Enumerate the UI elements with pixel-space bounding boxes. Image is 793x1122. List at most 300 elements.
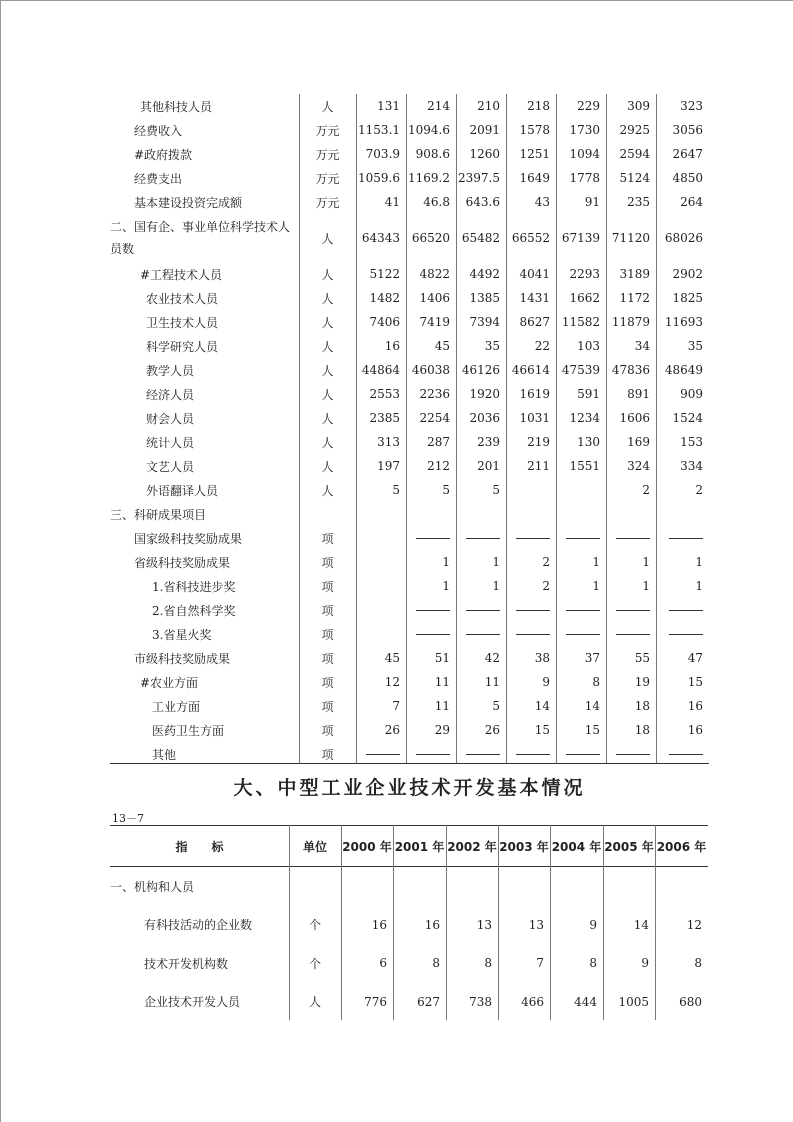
table-row [110,526,709,550]
value-cell: 130 [577,435,600,449]
page-border-left [0,0,1,1122]
value-cell: 47539 [561,363,600,377]
table-row [110,574,709,598]
dash-mark [466,754,500,755]
value-cell: 214 [427,99,450,113]
value-cell: 5 [492,699,500,713]
row-unit: 人 [308,995,321,1010]
value-cell: 1 [592,555,600,569]
value-cell: 18 [634,723,650,737]
column-divider [498,825,499,1020]
dash-mark [466,538,500,539]
value-cell [456,502,506,526]
value-cell: 5124 [619,171,650,185]
value-cell: 16 [687,723,703,737]
value-cell: 738 [469,994,492,1009]
value-cell: 1172 [619,291,650,305]
dash-mark [516,634,550,635]
row-label: 统计人员 [146,435,195,450]
no-data-dash [606,598,656,622]
table-code: 13－7 [112,812,144,825]
no-data-dash [456,598,506,622]
value-cell: 11 [434,699,450,713]
value-cell: 19 [634,675,650,689]
row-label: #农业方面 [140,675,199,690]
value-cell: 13 [528,917,544,932]
value-cell [603,867,655,906]
value-cell [506,478,556,502]
value-cell: 1 [492,555,500,569]
table-row [110,944,708,983]
value-cell: 15 [534,723,550,737]
no-data-dash [656,526,709,550]
value-cell: 2 [642,483,650,497]
no-data-dash [656,622,709,646]
section-title: 大、中型工业企业技术开发基本情况 [233,777,586,799]
value-cell: 1 [442,555,450,569]
column-divider [393,825,394,1020]
dash-mark [669,538,703,539]
value-cell: 2 [695,483,703,497]
value-cell: 2236 [419,387,450,401]
value-cell: 131 [377,99,400,113]
table-row [110,454,709,478]
value-cell: 1031 [519,411,550,425]
dash-mark [416,754,450,755]
value-cell: 8627 [519,315,550,329]
value-cell: 15 [584,723,600,737]
value-cell: 8 [432,956,440,971]
table-row [110,358,709,382]
value-cell: 2091 [469,123,500,137]
no-data-dash [456,526,506,550]
row-unit: 人 [321,483,334,498]
value-cell: 16 [424,917,440,932]
dash-mark [616,754,650,755]
value-cell: 26 [484,723,500,737]
row-label: 三、科研成果项目 [110,507,207,522]
row-unit: 人 [321,291,334,306]
dash-mark [366,754,400,755]
header-unit: 单位 [302,839,327,854]
value-cell: 3056 [672,123,703,137]
value-cell: 466 [521,994,544,1009]
table-row [110,983,708,1022]
value-cell: 3189 [619,267,650,281]
no-data-dash [506,622,556,646]
table-row [110,310,709,334]
value-cell: 11 [484,675,500,689]
value-cell: 11693 [664,315,703,329]
value-cell: 201 [477,459,500,473]
value-cell: 627 [417,994,440,1009]
value-cell: 8 [592,675,600,689]
value-cell: 324 [627,459,650,473]
value-cell: 8 [484,956,492,971]
value-cell: 2553 [369,387,400,401]
value-cell: 44864 [361,363,400,377]
value-cell: 46614 [511,363,550,377]
row-unit: 个 [308,918,321,933]
no-data-dash [506,598,556,622]
value-cell: 239 [477,435,500,449]
row-label: 医药卫生方面 [152,723,225,738]
table-row [110,502,709,526]
value-cell: 2254 [419,411,450,425]
dash-mark [566,610,600,611]
row-unit: 人 [321,231,334,246]
value-cell: 1251 [519,147,550,161]
value-cell [356,598,406,622]
column-divider [556,94,557,763]
dash-mark [566,538,600,539]
value-cell: 1094.6 [408,123,450,137]
value-cell: 1385 [469,291,500,305]
column-divider [550,825,551,1020]
no-data-dash [506,526,556,550]
dash-mark [566,634,600,635]
dash-mark [616,610,650,611]
row-unit: 人 [321,435,334,450]
dash-mark [669,610,703,611]
header-indicator: 指 标 [175,839,224,854]
value-cell: 1606 [619,411,650,425]
table-row [110,94,709,118]
table-row [110,214,709,262]
row-label: 省级科技奖励成果 [134,555,231,570]
value-cell: 8 [694,956,702,971]
value-cell: 35 [484,339,500,353]
value-cell: 2647 [672,147,703,161]
table-row [110,406,709,430]
value-cell: 334 [680,459,703,473]
value-cell: 5 [392,483,400,497]
row-unit: 项 [321,555,334,570]
dash-mark [466,634,500,635]
no-data-dash [456,622,506,646]
value-cell: 71120 [611,231,650,245]
table-row [110,478,709,502]
row-label: 经费支出 [134,171,183,186]
row-label: 外语翻译人员 [146,483,219,498]
row-label: 文艺人员 [146,459,195,474]
value-cell: 1778 [569,171,600,185]
value-cell: 1431 [519,291,550,305]
table-row [110,142,709,166]
value-cell: 1551 [569,459,600,473]
value-cell: 444 [574,994,597,1009]
value-cell: 1 [442,579,450,593]
value-cell: 16 [687,699,703,713]
column-divider [299,94,300,763]
value-cell: 1 [642,579,650,593]
row-label: 工业方面 [152,699,201,714]
row-unit [299,502,356,526]
row-label: 1.省科技进步奖 [152,579,236,594]
row-unit: 项 [321,699,334,714]
no-data-dash [556,622,606,646]
value-cell [446,867,498,906]
value-cell: 169 [627,435,650,449]
table-row [110,190,709,214]
row-unit: 人 [321,315,334,330]
value-cell: 212 [427,459,450,473]
table-row [110,598,709,622]
row-label: 市级科技奖励成果 [134,651,231,666]
column-divider [456,94,457,763]
dash-mark [669,754,703,755]
row-unit: 万元 [315,171,340,186]
value-cell: 51 [434,651,450,665]
value-cell: 47836 [611,363,650,377]
column-divider [506,94,507,763]
value-cell [356,574,406,598]
value-cell: 7394 [469,315,500,329]
column-divider [603,825,604,1020]
row-unit: 万元 [315,123,340,138]
value-cell: 22 [534,339,550,353]
row-label: 基本建设投资完成额 [134,195,243,210]
value-cell: 48649 [664,363,703,377]
row-label: 经济人员 [146,387,195,402]
value-cell: 14 [584,699,600,713]
value-cell: 2385 [369,411,400,425]
no-data-dash [606,526,656,550]
dash-mark [516,754,550,755]
value-cell [356,550,406,574]
dash-mark [416,538,450,539]
value-cell: 7 [536,956,544,971]
column-divider [446,825,447,1020]
value-cell: 5122 [369,267,400,281]
row-unit: 人 [321,363,334,378]
value-cell: 6 [379,956,387,971]
value-cell [498,867,550,906]
value-cell: 26 [384,723,400,737]
value-cell: 14 [534,699,550,713]
value-cell [606,502,656,526]
column-divider [289,825,290,1020]
value-cell: 7419 [419,315,450,329]
value-cell: 1 [592,579,600,593]
value-cell: 1 [695,555,703,569]
value-cell: 1 [492,579,500,593]
value-cell: 1482 [369,291,400,305]
column-divider [341,825,342,1020]
value-cell: 1524 [672,411,703,425]
row-unit: 个 [308,956,321,971]
value-cell [655,867,708,906]
value-cell: 35 [687,339,703,353]
row-label: 企业技术开发人员 [144,995,241,1010]
row-label: 其他 [152,747,177,762]
row-label: 农业技术人员 [146,291,219,306]
value-cell: 4850 [672,171,703,185]
value-cell: 13 [476,917,492,932]
value-cell: 1005 [618,994,649,1009]
value-cell: 66552 [511,231,550,245]
value-cell [356,622,406,646]
header-year: 2001 年 [394,839,445,854]
page-border-top [0,0,793,1]
value-cell: 908.6 [415,147,450,161]
row-unit: 项 [321,747,334,762]
value-cell: 197 [377,459,400,473]
row-unit: 人 [321,411,334,426]
row-label: 其他科技人员 [140,99,213,114]
row-label: 2.省自然科学奖 [152,603,236,618]
value-cell: 2036 [469,411,500,425]
value-cell: 14 [633,917,649,932]
value-cell: 66520 [411,231,450,245]
row-label: 教学人员 [146,363,195,378]
value-cell: 55 [634,651,650,665]
value-cell: 1825 [672,291,703,305]
column-divider [655,825,656,1020]
value-cell: 4822 [419,267,450,281]
value-cell: 1920 [469,387,500,401]
table-row [110,382,709,406]
dash-mark [416,610,450,611]
value-cell: 210 [477,99,500,113]
value-cell: 46038 [411,363,450,377]
row-unit: 人 [321,339,334,354]
value-cell: 46126 [461,363,500,377]
dash-mark [616,634,650,635]
table-row [110,670,709,694]
dash-mark [669,634,703,635]
value-cell: 235 [627,195,650,209]
table-row [110,118,709,142]
value-cell [356,502,406,526]
value-cell [393,867,446,906]
dash-mark [466,610,500,611]
value-cell [550,867,603,906]
no-data-dash [606,622,656,646]
value-cell: 1234 [569,411,600,425]
value-cell: 91 [584,195,600,209]
dash-mark [516,610,550,611]
table-row [110,906,708,945]
row-unit [289,867,341,906]
no-data-dash [556,526,606,550]
row-unit: 人 [321,267,334,282]
row-label: 一、机构和人员 [110,879,195,894]
row-unit: 人 [321,99,334,114]
row-unit: 项 [321,603,334,618]
table-bottom-rule [110,763,709,764]
value-cell: 1730 [569,123,600,137]
column-divider [356,94,357,763]
table-row [110,262,709,286]
value-cell [341,867,393,906]
value-cell: 43 [534,195,550,209]
value-cell [406,502,456,526]
row-unit: 项 [321,675,334,690]
header-year: 2006 年 [656,839,707,854]
value-cell: 2 [542,555,550,569]
dash-mark [616,538,650,539]
value-cell: 38 [534,651,550,665]
row-label: #政府拨款 [134,147,193,162]
value-cell [656,502,709,526]
value-cell: 12 [686,917,702,932]
row-unit: 万元 [315,147,340,162]
value-cell: 891 [627,387,650,401]
value-cell: 4041 [519,267,550,281]
value-cell: 1649 [519,171,550,185]
value-cell: 211 [527,459,550,473]
value-cell: 1169.2 [408,171,450,185]
value-cell: 103 [577,339,600,353]
value-cell: 323 [680,99,703,113]
column-divider [606,94,607,763]
enterprise-tech-dev-table [110,825,708,1021]
value-cell: 2397.5 [458,171,500,185]
value-cell: 153 [680,435,703,449]
value-cell: 64343 [361,231,400,245]
row-unit: 人 [321,387,334,402]
value-cell: 29 [434,723,450,737]
value-cell: 45 [384,651,400,665]
value-cell: 287 [427,435,450,449]
value-cell: 11582 [561,315,600,329]
header-year: 2002 年 [447,839,497,854]
value-cell: 229 [577,99,600,113]
row-label: 国家级科技奖励成果 [134,531,243,546]
table-row [110,430,709,454]
value-cell: 909 [680,387,703,401]
row-label: 财会人员 [146,411,195,426]
value-cell: 11 [434,675,450,689]
value-cell: 1662 [569,291,600,305]
table-row [110,550,709,574]
value-cell [556,502,606,526]
row-unit: 人 [321,459,334,474]
value-cell: 8 [589,956,597,971]
value-cell: 1094 [569,147,600,161]
value-cell: 2902 [672,267,703,281]
value-cell: 9 [641,956,649,971]
row-unit: 项 [321,723,334,738]
value-cell: 9 [542,675,550,689]
value-cell: 67139 [561,231,600,245]
value-cell: 4492 [469,267,500,281]
header-year: 2000 年 [342,839,392,854]
table-header-row [110,825,708,867]
table-row [110,867,708,906]
table-row [110,166,709,190]
row-label: 有科技活动的企业数 [144,918,253,933]
row-label: 技术开发机构数 [144,956,229,971]
value-cell: 1578 [519,123,550,137]
dash-mark [416,634,450,635]
value-cell: 12 [384,675,400,689]
value-cell: 1406 [419,291,450,305]
value-cell: 42 [484,651,500,665]
table-row [110,646,709,670]
table-row [110,286,709,310]
dash-mark [516,538,550,539]
value-cell: 5 [492,483,500,497]
value-cell: 2925 [619,123,650,137]
value-cell: 47 [687,651,703,665]
column-divider [406,94,407,763]
value-cell: 2 [542,579,550,593]
value-cell [506,502,556,526]
value-cell: 18 [634,699,650,713]
value-cell: 1059.6 [358,171,400,185]
